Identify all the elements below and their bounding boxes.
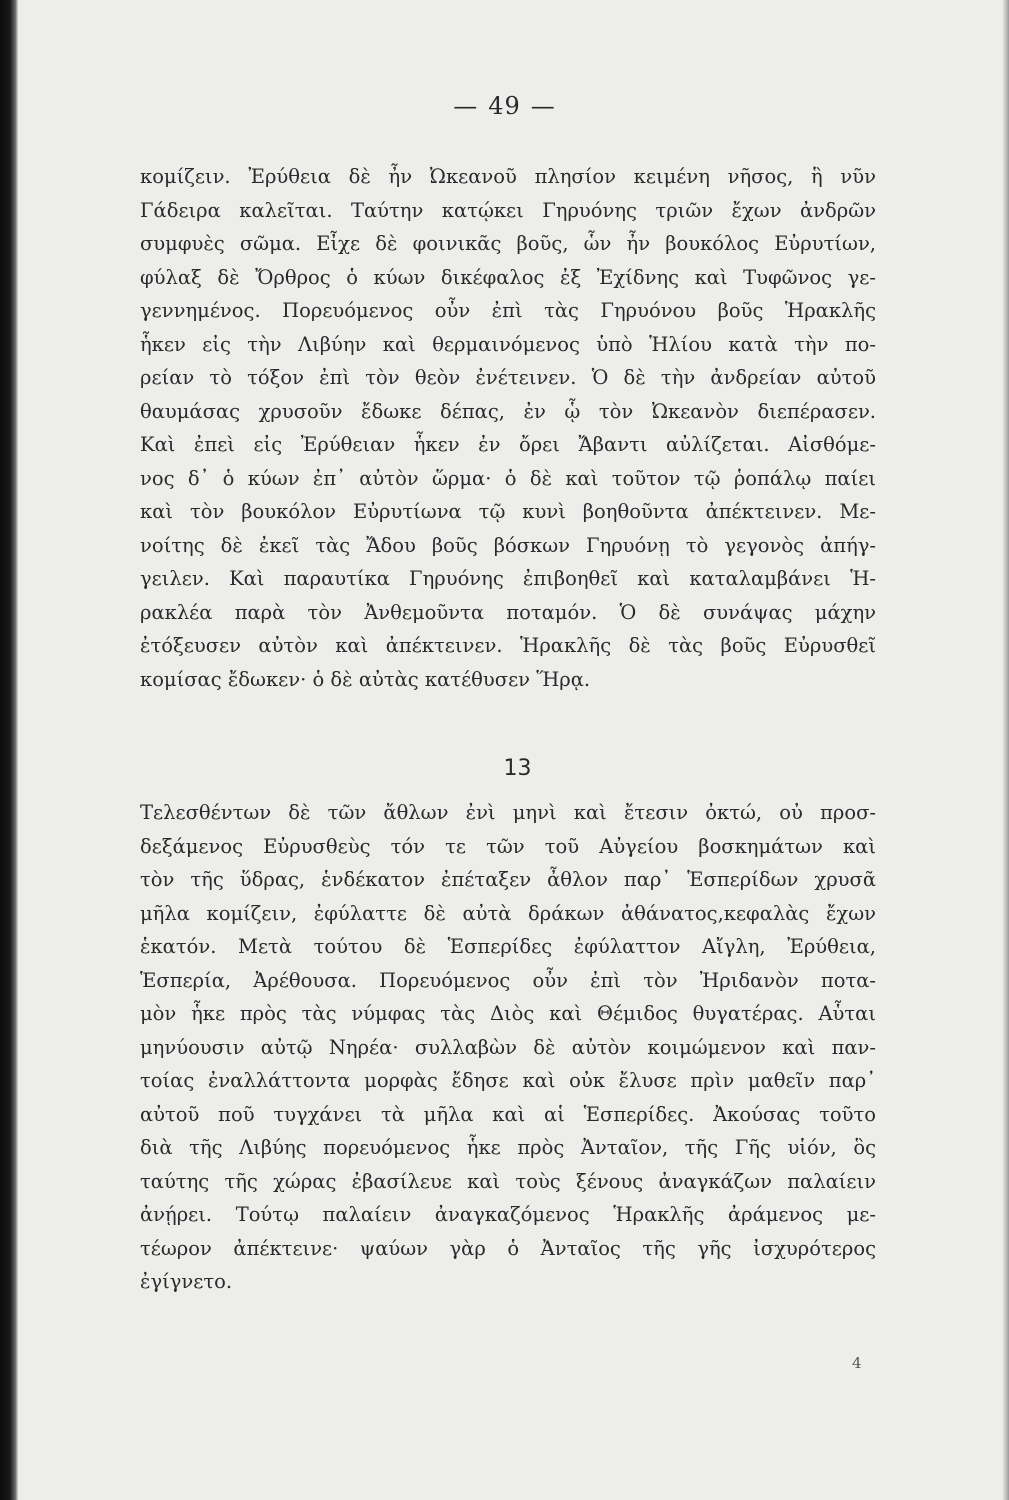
text-line: τέωρον ἀπέκτεινε· ψαύων γὰρ ὁ Ἀνταῖος τῆς γῆς ἰσχυρότερος bbox=[140, 1236, 876, 1260]
dash-left: — bbox=[453, 92, 479, 120]
text-line: ἐτόξευσεν αὐτὸν καὶ ἀπέκτεινεν. Ἡρακλῆς δὲ τὰς βοῦς Εὐρυσθεῖ bbox=[140, 634, 876, 657]
text-line: τοίας ἐναλλάττοντα μορφὰς ἔδησε καὶ οὐκ ἔλυσε πρὶν μαθεῖν παρ᾽ bbox=[140, 1069, 876, 1092]
text-line: ρακλέα παρὰ τὸν Ἀνθεμοῦντα ποταμόν. Ὁ δὲ συνάψας μάχην bbox=[140, 600, 876, 624]
text-line: τὸν τῆς ὕδρας, ἑνδέκατον ἐπέταξεν ἆθλον παρ᾽ Ἑσπερίδων χρυσᾶ bbox=[140, 868, 876, 891]
page-number-value: 49 bbox=[488, 92, 521, 120]
text-line: ταύτης τῆς χώρας ἐβασίλευε καὶ τοὺς ξένους ἀναγκάζων παλαίειν bbox=[140, 1169, 876, 1193]
page-number bbox=[0, 92, 1009, 120]
text-line: συμφυὲς σῶμα. Εἶχε δὲ φοινικᾶς βοῦς, ὧν ἦν βουκόλος Εὐρυτίων, bbox=[140, 232, 876, 255]
text-line: θαυμάσας χρυσοῦν ἔδωκε δέπας, ἐν ᾧ τὸν Ὠκεανὸν διεπέρασεν. bbox=[140, 399, 876, 423]
text-line: ἧκεν εἰς τὴν Λιβύην καὶ θερμαινόμενος ὑπὸ Ἡλίου κατὰ τὴν πο- bbox=[140, 332, 876, 356]
text-line: μῆλα κομίζειν, ἐφύλαττε δὲ αὐτὰ δράκων ἀθάνατος,κεφαλὰς ἔχων bbox=[140, 901, 876, 925]
section-number: 13 bbox=[503, 756, 532, 781]
text-line: κομίσας ἔδωκεν· ὁ δὲ αὐτὰς κατέθυσεν Ἥρᾳ. bbox=[140, 667, 591, 691]
text-line: κομίζειν. Ἐρύθεια δὲ ἦν Ὠκεανοῦ πλησίον κειμένη νῆσος, ἣ νῦν bbox=[140, 165, 876, 188]
text-line: καὶ τὸν βουκόλον Εὐρυτίωνα τῷ κυνὶ βοηθοῦντα ἀπέκτεινεν. Με- bbox=[140, 500, 876, 523]
text-line: δεξάμενος Εὐρυσθεὺς τόν τε τῶν τοῦ Αὐγείου βοσκημάτων καὶ bbox=[140, 834, 876, 858]
text-line: ρείαν τὸ τόξον ἐπὶ τὸν θεὸν ἐνέτεινεν. Ὁ δὲ τὴν ἀνδρείαν αὐτοῦ bbox=[140, 366, 876, 389]
text-line: ἐγίγνετο. bbox=[140, 1270, 233, 1293]
text-line: Ἑσπερία, Ἀρέθουσα. Πορευόμενος οὖν ἐπὶ τὸν Ἠριδανὸν ποτα- bbox=[140, 968, 876, 992]
signature-mark: 4 bbox=[852, 1354, 862, 1372]
text-line: αὐτοῦ ποῦ τυγχάνει τὰ μῆλα καὶ αἱ Ἑσπερίδες. Ἀκούσας τοῦτο bbox=[140, 1102, 876, 1126]
text-line: μὸν ἧκε πρὸς τὰς νύμφας τὰς Διὸς καὶ Θέμιδος θυγατέρας. Αὗται bbox=[140, 1002, 876, 1025]
text-line: Γάδειρα καλεῖται. Ταύτην κατῴκει Γηρυόνης τριῶν ἔχων ἀνδρῶν bbox=[140, 198, 876, 222]
text-line: γειλεν. Καὶ παραυτίκα Γηρυόνης ἐπιβοηθεῖ καὶ καταλαμβάνει Ἡ- bbox=[140, 567, 876, 590]
text-line: ἑκατόν. Μετὰ τούτου δὲ Ἑσπερίδες ἐφύλαττον Αἴγλη, Ἐρύθεια, bbox=[140, 935, 876, 958]
paragraph-2 bbox=[140, 796, 876, 1299]
dash-right: — bbox=[530, 92, 556, 120]
text-line: νοίτης δὲ ἐκεῖ τὰς Ἄδου βοῦς βόσκων Γηρυόνῃ τὸ γεγονὸς ἀπήγ- bbox=[140, 533, 876, 557]
text-line: ἀνῄρει. Τούτῳ παλαίειν ἀναγκαζόμενος Ἡρακλῆς ἀράμενος με- bbox=[140, 1203, 876, 1226]
text-line: νος δ᾽ ὁ κύων ἐπ᾽ αὐτὸν ὥρμα· ὁ δὲ καὶ τοῦτον τῷ ῥοπάλῳ παίει bbox=[140, 466, 876, 490]
page-binding-shadow bbox=[0, 0, 18, 1500]
page-edge-shadow bbox=[1002, 0, 1009, 1500]
text-line: Τελεσθέντων δὲ τῶν ἄθλων ἐνὶ μηνὶ καὶ ἔτεσιν ὀκτώ, οὐ προσ- bbox=[140, 801, 876, 824]
text-line: Καὶ ἐπεὶ εἰς Ἐρύθειαν ἧκεν ἐν ὄρει Ἄβαντι αὐλίζεται. Αἰσθόμε- bbox=[140, 433, 876, 456]
text-line: μηνύουσιν αὐτῷ Νηρέα· συλλαβὼν δὲ αὐτὸν κοιμώμενον καὶ παν- bbox=[140, 1035, 876, 1059]
text-line: γεννημένος. Πορευόμενος οὖν ἐπὶ τὰς Γηρυόνου βοῦς Ἡρακλῆς bbox=[140, 299, 876, 322]
text-line: διὰ τῆς Λιβύης πορευόμενος ἧκε πρὸς Ἀνταῖον, τῆς Γῆς υἱόν, ὃς bbox=[140, 1136, 876, 1159]
paragraph-1 bbox=[140, 160, 876, 696]
text-line: φύλαξ δὲ Ὄρθρος ὁ κύων δικέφαλος ἐξ Ἐχίδνης καὶ Τυφῶνος γε- bbox=[140, 265, 876, 289]
